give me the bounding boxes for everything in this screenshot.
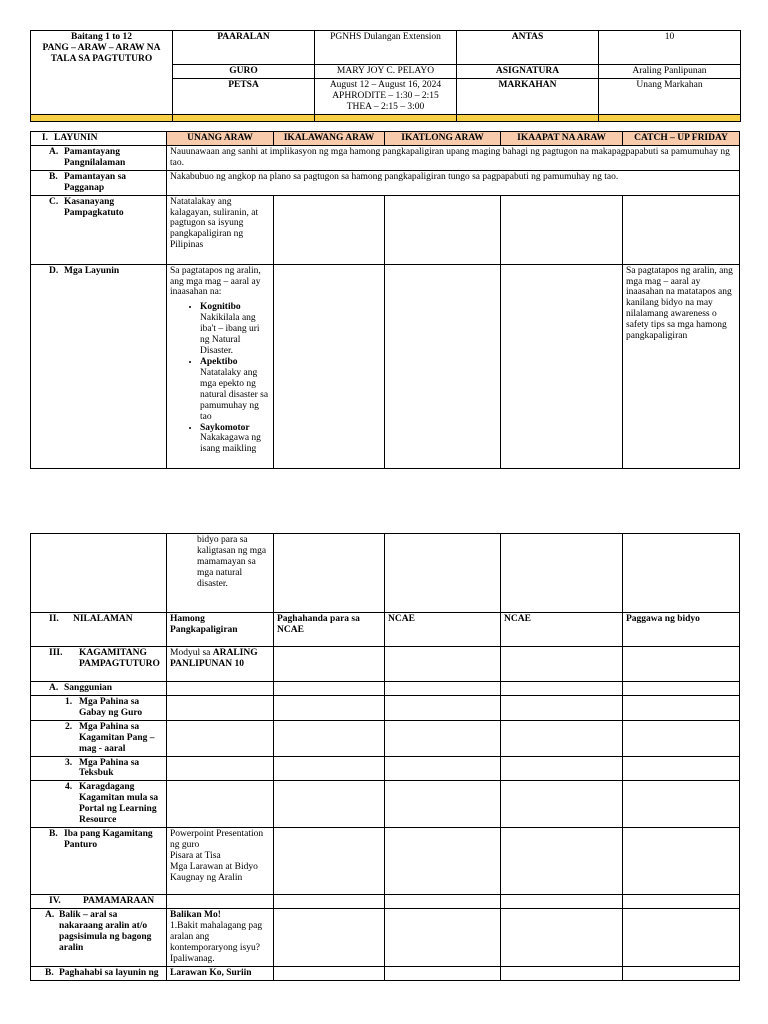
list-item-title: Saykomotor: [200, 422, 250, 433]
petsa-value: [315, 79, 457, 115]
objective-d-label: [31, 264, 167, 468]
highlight-bar: [599, 114, 741, 121]
objective-a-content: Nauunawaan ang sanhi at implikasyon ng mga hamong pangkapaligiran upang maging bahagi ng pagtugon na makapagpapabuti sa pamumuhay ng tao.: [167, 145, 740, 170]
review-question: 1.Bakit mahalagang pag aralan ang kontemporaryong isyu? Ipaliwanag.: [170, 920, 263, 964]
reference-4: [31, 781, 167, 828]
empty-cell: [274, 895, 385, 909]
form-title-line-2: PANG – ARAW – ARAW NA: [42, 42, 161, 53]
list-item-title: Apektibo: [200, 356, 238, 367]
day-2-header: IKALAWANG ARAW: [274, 132, 385, 146]
content-day-1: Hamong Pangkapaligiran: [167, 613, 274, 647]
empty-cell: [385, 720, 501, 756]
section-i-header: [31, 132, 167, 146]
empty-cell: [501, 264, 623, 468]
empty-cell: [167, 695, 274, 720]
other-materials-day-1: [167, 828, 274, 895]
empty-cell: [167, 781, 274, 828]
petsa-line-1: August 12 – August 16, 2024: [329, 80, 442, 90]
content-table: [30, 533, 740, 981]
section-iv-number: IV.: [49, 896, 61, 907]
empty-cell: [274, 966, 385, 980]
list-item-text: Nakikilala ang iba't – ibang uri ng Natural Disaster.: [200, 313, 260, 357]
empty-cell: [385, 895, 501, 909]
objective-d-friday: Sa pagtatapos ng aralin, ang mga mag – aaral ay inaasahan na matatapos ang kanilang bidyo na may nilalamang awareness o safety tips sa mga hamong pangkapaligiran: [623, 264, 740, 468]
sanggunian-label: [31, 682, 167, 696]
empty-cell: [385, 195, 501, 264]
empty-cell: [501, 828, 623, 895]
empty-cell: [274, 908, 385, 966]
empty-cell: [623, 720, 740, 756]
content-day-2: Paghahanda para sa NCAE: [274, 613, 385, 647]
empty-cell: [385, 781, 501, 828]
empty-cell: [31, 534, 167, 613]
empty-cell: [623, 966, 740, 980]
highlight-bar: [315, 114, 457, 121]
section-ii-number: II.: [49, 614, 59, 624]
objective-d-continued-text: bidyo para sa kaligtasan ng mga mamamayan sa mga natural disaster.: [197, 535, 267, 589]
section-i-number: I.: [41, 133, 48, 143]
objective-b-content: Nakabubuo ng angkop na plano sa pagtugon sa hamong pangkapaligiran tungo sa pagpapabuti ng pamumuhay ng tao.: [167, 170, 740, 195]
header-table: [30, 30, 741, 122]
empty-cell: [274, 695, 385, 720]
reference-label: Mga Pahina sa Teksbuk: [79, 757, 140, 779]
empty-cell: [274, 720, 385, 756]
list-item: [200, 302, 270, 357]
guro-value: MARY JOY C. PELAYO: [315, 65, 457, 79]
empty-cell: [385, 682, 501, 696]
procedure-a-day-1: [167, 908, 274, 966]
letter-d: D.: [49, 265, 59, 276]
empty-cell: [274, 195, 385, 264]
empty-cell: [274, 781, 385, 828]
empty-cell: [385, 695, 501, 720]
empty-cell: [274, 756, 385, 781]
empty-cell: [385, 534, 501, 613]
empty-cell: [623, 534, 740, 613]
objectives-table: [30, 131, 740, 469]
empty-cell: [167, 756, 274, 781]
content-day-5: Paggawa ng bidyo: [623, 613, 740, 647]
highlight-bar: [457, 114, 599, 121]
reference-number: 2.: [65, 721, 73, 732]
empty-cell: [167, 720, 274, 756]
empty-cell: [501, 682, 623, 696]
section-i-title: LAYUNIN: [54, 133, 98, 143]
antas-value: 10: [599, 31, 741, 65]
procedure-a-text: Balik – aral sa nakaraang aralin at/o pagsisimula ng bagong aralin: [59, 909, 152, 953]
section-iii-header: [31, 647, 167, 682]
letter-c: C.: [49, 196, 59, 207]
empty-cell: [623, 695, 740, 720]
objective-b-label: [31, 170, 167, 195]
objective-d-intro: Sa pagtatapos ng aralin, ang mga mag – aaral ay inaasahan na:: [170, 265, 261, 298]
material-item: Mga Larawan at Bidyo Kaugnay ng Aralin: [170, 861, 258, 883]
letter-a: A.: [45, 909, 55, 920]
list-item: [200, 423, 270, 456]
material-item: Powerpoint Presentation ng guro: [170, 829, 264, 850]
other-materials-text: Iba pang Kagamitang Panturo: [64, 829, 153, 850]
empty-cell: [623, 647, 740, 682]
empty-cell: [274, 264, 385, 468]
reference-number: 4.: [65, 782, 73, 793]
procedure-a-label: [31, 908, 167, 966]
petsa-label: PETSA: [173, 79, 315, 115]
section-ii-header: [31, 613, 167, 647]
empty-cell: [501, 756, 623, 781]
petsa-line-2: APHRODITE – 1:30 – 2:15: [332, 90, 439, 101]
materials-subject: ARALING PANLIPUNAN 10: [170, 648, 258, 669]
empty-cell: [501, 908, 623, 966]
section-iv-title: PAMAMARAAN: [83, 896, 155, 907]
objective-d-text: Mga Layunin: [64, 265, 120, 276]
empty-cell: [623, 895, 740, 909]
asignatura-value: Araling Panlipunan: [599, 65, 741, 79]
material-item: Pisara at Tisa: [170, 850, 221, 861]
day-5-header: CATCH – UP FRIDAY: [623, 132, 740, 146]
list-item-text: Natatalaky ang mga epekto ng natural disaster sa pamumuhay ng tao: [200, 367, 269, 422]
petsa-line-3: THEA – 2:15 – 3:00: [346, 101, 425, 112]
reference-label: Mga Pahina sa Kagamitan Pang – mag - aaral: [79, 721, 155, 754]
objective-c-text: Kasanayang Pampagkatuto: [64, 196, 124, 218]
review-title: Balikan Mo!: [170, 909, 221, 920]
letter-a: A.: [49, 683, 59, 693]
empty-cell: [274, 534, 385, 613]
letter-b: B.: [49, 171, 58, 182]
objective-d-day-1: [167, 264, 274, 468]
sanggunian-text: Sanggunian: [64, 683, 113, 693]
procedure-b-label: [31, 966, 167, 980]
reference-label: Mga Pahina sa Gabay ng Guro: [79, 696, 143, 718]
reference-number: 1.: [65, 696, 73, 707]
empty-cell: [501, 534, 623, 613]
letter-b: B.: [49, 829, 58, 840]
paaralan-value: PGNHS Dulangan Extension: [315, 31, 457, 65]
letter-a: A.: [49, 146, 59, 157]
empty-cell: [385, 756, 501, 781]
paaralan-label: PAARALAN: [173, 31, 315, 65]
section-iv-header: [31, 895, 167, 909]
empty-cell: [274, 828, 385, 895]
form-title-line-3: TALA SA PAGTUTURO: [50, 53, 153, 64]
empty-cell: [623, 756, 740, 781]
empty-cell: [501, 781, 623, 828]
day-1-header: UNANG ARAW: [167, 132, 274, 146]
reference-2: [31, 720, 167, 756]
content-day-3: NCAE: [385, 613, 501, 647]
empty-cell: [385, 264, 501, 468]
other-materials-label: [31, 828, 167, 895]
procedure-b-day-1: Larawan Ko, Suriin: [167, 966, 274, 980]
guro-label: GURO: [173, 65, 315, 79]
materials-day-1: [167, 647, 274, 682]
empty-cell: [385, 966, 501, 980]
empty-cell: [385, 908, 501, 966]
empty-cell: [501, 895, 623, 909]
empty-cell: [385, 647, 501, 682]
objective-b-text: Pamantayan sa Pagganap: [64, 171, 127, 193]
antas-label: ANTAS: [457, 31, 599, 65]
objective-d-continued: [167, 534, 274, 613]
reference-3: [31, 756, 167, 781]
list-item: [200, 357, 270, 423]
empty-cell: [274, 682, 385, 696]
objective-c-day-1: Natatalakay ang kalagayan, suliranin, at pagtugon sa isyung pangkapaligiran ng Pilipinas: [167, 195, 274, 264]
empty-cell: [167, 895, 274, 909]
objective-a-label: [31, 145, 167, 170]
asignatura-label: ASIGNATURA: [457, 65, 599, 79]
day-3-header: IKATLONG ARAW: [385, 132, 501, 146]
highlight-bar: [173, 114, 315, 121]
section-iii-title: KAGAMITANG PAMPAGTUTURO: [79, 648, 160, 669]
materials-prefix: Modyul sa: [170, 648, 213, 658]
empty-cell: [501, 195, 623, 264]
section-ii-title: NILALAMAN: [73, 614, 133, 624]
empty-cell: [623, 828, 740, 895]
empty-cell: [274, 647, 385, 682]
objective-d-list: [170, 302, 270, 455]
section-iii-number: III.: [49, 648, 63, 658]
empty-cell: [623, 908, 740, 966]
form-title: [31, 31, 173, 115]
empty-cell: [501, 966, 623, 980]
reference-number: 3.: [65, 757, 73, 768]
content-day-4: NCAE: [501, 613, 623, 647]
empty-cell: [501, 720, 623, 756]
empty-cell: [623, 682, 740, 696]
letter-b: B.: [45, 967, 54, 978]
list-item-title: Kognitibo: [200, 302, 241, 313]
day-4-header: IKAAPAT NA ARAW: [501, 132, 623, 146]
empty-cell: [501, 695, 623, 720]
procedure-b-text: Paghahabi sa layunin ng: [59, 967, 159, 978]
reference-label: Karagdagang Kagamitan mula sa Portal ng Learning Resource: [79, 782, 159, 826]
empty-cell: [623, 195, 740, 264]
markahan-label: MARKAHAN: [457, 79, 599, 115]
empty-cell: [623, 781, 740, 828]
reference-1: [31, 695, 167, 720]
list-item-text: Nakakagawa ng isang maikling: [200, 433, 261, 455]
form-title-line-1: Baitang 1 to 12: [71, 32, 132, 42]
objective-a-text: Pamantayang Pangnilalaman: [64, 146, 126, 168]
empty-cell: [167, 682, 274, 696]
empty-cell: [385, 828, 501, 895]
markahan-value: Unang Markahan: [599, 79, 741, 115]
objective-c-label: [31, 195, 167, 264]
empty-cell: [501, 647, 623, 682]
highlight-bar: [31, 114, 173, 121]
